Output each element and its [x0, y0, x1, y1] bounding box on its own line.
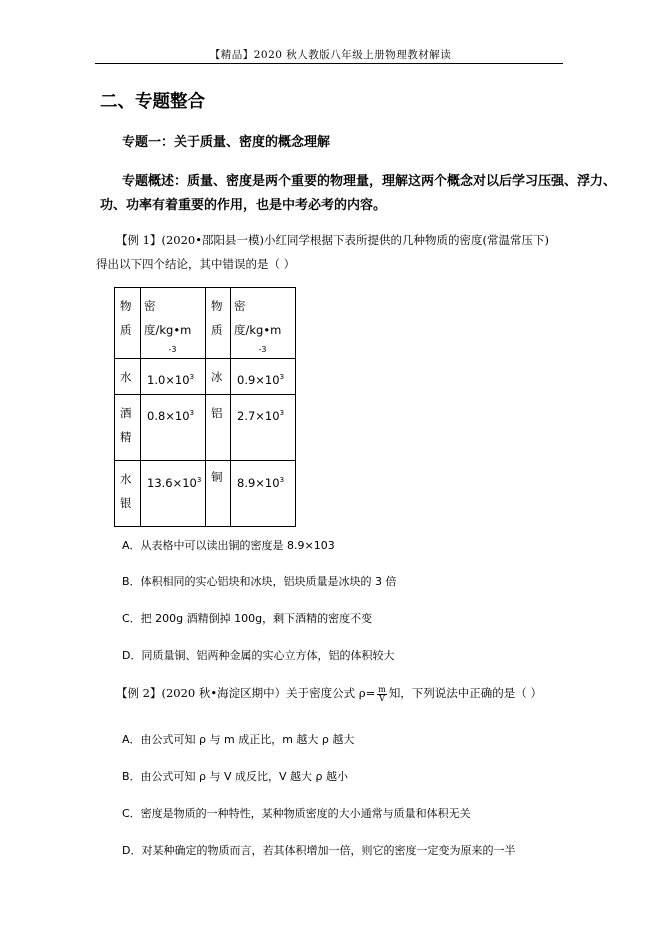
topic-title: 专题一：关于质量、密度的概念理解 [122, 135, 331, 150]
density-table [114, 287, 296, 527]
header-density-1: 密度/kg•m -3 [144, 299, 192, 354]
substance-alcohol: 酒 精 [120, 406, 132, 444]
density-value: $0.8\times 10^3$ [147, 409, 195, 423]
substance-mercury: 水 银 [120, 472, 132, 510]
example1-option-c: C．把 200g 酒精倒掉 100g，剩下酒精的密度不变 [122, 612, 373, 625]
density-value: $13.6\times 10^3$ [147, 476, 202, 490]
example2-stem [116, 685, 542, 703]
overview-line-2: 功、功率有着重要的作用，也是中考必考的内容。 [100, 198, 387, 213]
example2-stem-after: 知，下列说法中正确的是（ ） [388, 686, 542, 700]
example2-option-d: D．对某种确定的物质而言，若其体积增加一倍，则它的密度一定变为原来的一半 [122, 844, 516, 857]
header-density-2: 密度/kg•m -3 [234, 299, 282, 354]
example1-stem-line-2: 得出以下四个结论，其中错误的是（ ） [96, 257, 296, 271]
example2-stem-before: 【例 2】(2020 秋•海淀区期中）关于密度公式 ρ= [116, 686, 376, 700]
example1-option-b: B．体积相同的实心铝块和冰块，铝块质量是冰块的 3 倍 [122, 575, 397, 588]
table-row [115, 395, 296, 461]
example1-option-d: D．同质量铜、铝两种金属的实心立方体，铝的体积较大 [122, 649, 395, 662]
fraction-denominator: V [379, 693, 385, 703]
table-row [115, 461, 296, 527]
density-value: $8.9\times 10^3$ [237, 476, 285, 490]
example1-stem-line-1: 【例 1】(2020•邵阳县一模)小红同学根据下表所提供的几种物质的密度(常温常压下) [116, 233, 549, 247]
substance-aluminum: 铝 [211, 406, 223, 420]
example2-option-c: C．密度是物质的一种特性，某种物质密度的大小通常与质量和体积无关 [122, 807, 471, 820]
density-formula-fraction [377, 686, 387, 703]
header-substance-1: 物 质 [120, 299, 132, 337]
density-value: $2.7\times 10^3$ [237, 409, 285, 423]
density-value: $1.0\times 10^3$ [147, 373, 195, 387]
fraction-numerator: m [378, 684, 386, 694]
example2-option-a: A．由公式可知 ρ 与 m 成正比，m 越大 ρ 越大 [122, 733, 355, 746]
section-title: 二、专题整合 [100, 92, 205, 112]
substance-ice: 冰 [211, 370, 223, 384]
table-row [115, 359, 296, 395]
table-header-row [115, 288, 296, 359]
substance-water: 水 [120, 370, 132, 384]
substance-copper: 铜 [211, 470, 223, 484]
header-substance-2: 物 质 [211, 299, 223, 337]
page-header: 【精品】2020 秋人教版八年级上册物理教材解读 [209, 49, 452, 61]
header-divider [95, 63, 563, 64]
example1-option-a: A．从表格中可以读出铜的密度是 8.9×103 [122, 539, 335, 552]
example2-option-b: B．由公式可知 ρ 与 V 成反比，V 越大 ρ 越小 [122, 770, 349, 783]
overview-line-1: 专题概述：质量、密度是两个重要的物理量，理解这两个概念对以后学习压强、浮力、 [122, 174, 617, 189]
density-value: $0.9\times 10^3$ [237, 373, 285, 387]
